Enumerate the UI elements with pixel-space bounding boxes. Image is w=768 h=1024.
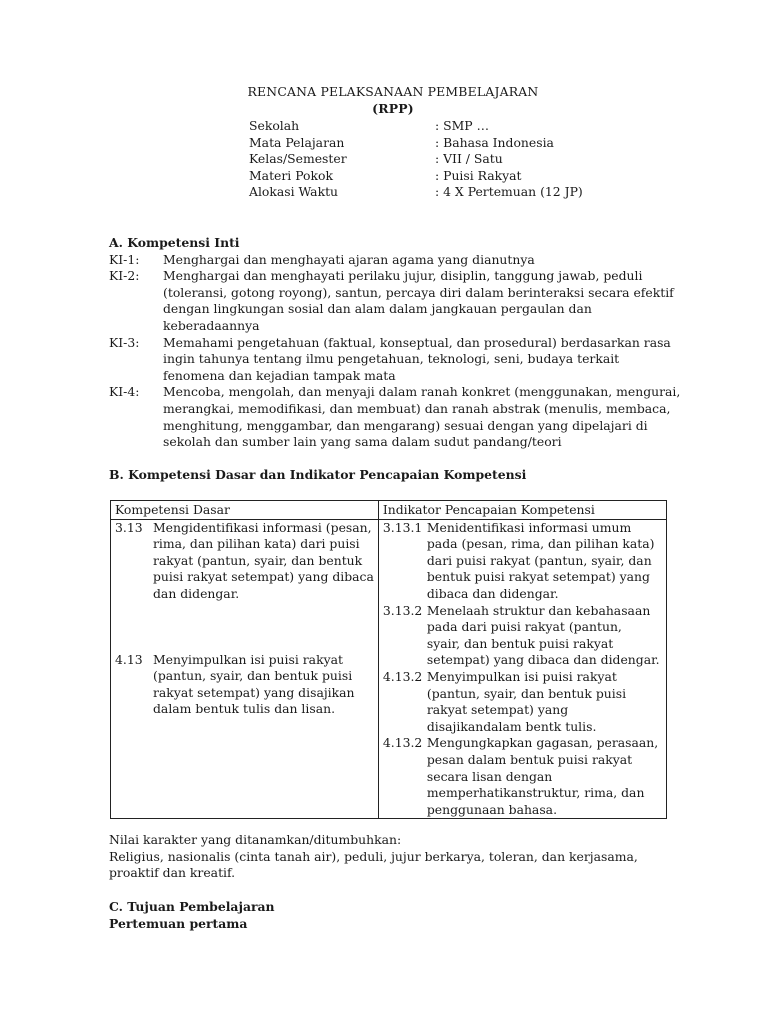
ipk-item xyxy=(383,735,662,818)
ipk-item xyxy=(383,669,662,735)
kd-text-line: dan didengar. xyxy=(153,585,240,601)
kd-ipk-table xyxy=(110,500,667,819)
ipk-text-line: penggunaan bahasa. xyxy=(426,801,558,817)
kd-text-line: (pantun, syair, dan bentuk puisi xyxy=(153,668,353,684)
section-c-heading: C. Tujuan Pembelajaran xyxy=(109,899,275,914)
ki-code: KI-2: xyxy=(109,268,140,284)
section-b-heading: B. Kompetensi Dasar dan Indikator Pencapaian Kompetensi xyxy=(109,467,527,482)
ipk-item xyxy=(383,603,662,669)
ki-item xyxy=(109,335,669,385)
identity-row xyxy=(249,168,669,185)
ipk-number: 4.13.2 xyxy=(382,668,423,684)
ki-text-line: ingin tahunya tentang ilmu pengetahuan, teknologi, seni, budaya terkait xyxy=(163,351,620,367)
ki-code: KI-4: xyxy=(109,384,140,400)
section-a xyxy=(109,235,681,451)
ki-code: KI-1: xyxy=(109,251,140,267)
ki-text-line: sekolah dan sumber lain yang sama dalam sudut pandang/teori xyxy=(163,434,562,450)
ipk-text-line: syair, dan bentuk puisi rakyat xyxy=(426,635,614,651)
karakter-text-line: proaktif dan kreatif. xyxy=(109,865,236,881)
document-subtitle: (RPP) xyxy=(372,101,414,116)
identity-value: : SMP … xyxy=(435,118,489,133)
identity-label: Kelas/Semester xyxy=(249,151,347,167)
ki-item xyxy=(109,268,674,334)
identity-value: : 4 X Pertemuan (12 JP) xyxy=(435,184,583,200)
kd-text-line: Mengidentifikasi informasi (pesan, xyxy=(153,519,372,535)
ipk-text-line: Menelaah struktur dan kebahasaan xyxy=(426,602,651,618)
identity-value: : VII / Satu xyxy=(435,151,503,167)
identity-row xyxy=(249,135,669,152)
identity-value: : Bahasa Indonesia xyxy=(435,134,554,150)
ipk-text-line: pesan dalam bentuk puisi rakyat xyxy=(426,751,633,767)
section-c-subheading: Pertemuan pertama xyxy=(109,915,248,931)
ki-code: KI-3: xyxy=(109,334,140,350)
identity-label: Sekolah xyxy=(249,118,300,133)
kd-text-line: rakyat (pantun, syair, dan bentuk xyxy=(153,552,363,568)
karakter-label: Nilai karakter yang ditanamkan/ditumbuhkan: xyxy=(109,832,402,847)
identity-label: Materi Pokok xyxy=(249,167,333,183)
ipk-text-line: memperhatikanstruktur, rima, dan xyxy=(426,785,645,801)
ipk-text-line: Menidentifikasi informasi umum xyxy=(426,519,632,535)
document-title: RENCANA PELAKSANAAN PEMBELAJARAN xyxy=(247,84,539,99)
kd-cell xyxy=(111,519,379,819)
karakter-text-line: Religius, nasionalis (cinta tanah air), peduli, jujur berkarya, toleran, dan kerjasama, xyxy=(109,848,638,864)
identity-value: : Puisi Rakyat xyxy=(435,167,522,183)
identity-block xyxy=(249,118,669,201)
ki-item xyxy=(109,384,681,450)
ipk-text-line: disajikandalam bentk tulis. xyxy=(426,718,597,734)
identity-row xyxy=(249,184,669,201)
kd-number: 3.13 xyxy=(115,519,143,535)
ipk-text-line: setempat) yang dibaca dan didengar. xyxy=(426,652,660,668)
section-a-heading: A. Kompetensi Inti xyxy=(109,235,240,250)
ipk-text-line: secara lisan dengan xyxy=(426,768,553,784)
ipk-cell xyxy=(378,519,666,819)
ki-text-line: fenomena dan kejadian tampak mata xyxy=(163,367,396,383)
ipk-item xyxy=(383,520,662,603)
ki-text-line: Mencoba, mengolah, dan menyaji dalam ranah konkret (menggunakan, mengurai, xyxy=(163,384,681,400)
table-header-ipk: Indikator Pencapaian Kompetensi xyxy=(378,501,666,520)
kd-text-line: rima, dan pilihan kata) dari puisi xyxy=(153,536,360,552)
ki-text-line: menghitung, menggambar, dan mengarang) sesuai dengan yang dipelajari di xyxy=(163,417,648,433)
table-header-kd: Kompetensi Dasar xyxy=(111,501,379,520)
identity-row xyxy=(249,151,669,168)
ki-item xyxy=(109,252,669,269)
ipk-text-line: Menyimpulkan isi puisi rakyat xyxy=(426,668,617,684)
identity-row xyxy=(249,118,669,135)
ipk-text-line: rakyat setempat) yang xyxy=(426,702,569,718)
ki-text-line: Menghargai dan menghayati ajaran agama yang dianutnya xyxy=(163,251,535,267)
ipk-text-line: pada (pesan, rima, dan pilihan kata) xyxy=(426,536,655,552)
ipk-text-line: (pantun, syair, dan bentuk puisi xyxy=(426,685,627,701)
kd-text-line: rakyat setempat) yang disajikan xyxy=(153,684,355,700)
ki-text-line: merangkai, memodifikasi, dan membuat) dan ranah abstrak (menulis, membaca, xyxy=(163,400,671,416)
identity-label: Mata Pelajaran xyxy=(249,134,345,150)
karakter-block xyxy=(109,832,669,882)
ipk-text-line: dibaca dan didengar. xyxy=(426,585,559,601)
ki-text-line: dengan lingkungan sosial dan alam dalam jangkauan pergaulan dan xyxy=(163,301,592,317)
ipk-text-line: bentuk puisi rakyat setempat) yang xyxy=(426,569,650,585)
kd-item xyxy=(115,520,374,603)
ipk-text-line: pada dari puisi rakyat (pantun, xyxy=(426,619,622,635)
ki-text-line: Memahami pengetahuan (faktual, konseptual, dan prosedural) berdasarkan rasa xyxy=(163,334,671,350)
table-header-row xyxy=(111,501,667,520)
ipk-number: 3.13.1 xyxy=(382,519,423,535)
ipk-text-line: dari puisi rakyat (pantun, syair, dan xyxy=(426,552,652,568)
ki-text-line: (toleransi, gotong royong), santun, percaya diri dalam berinteraksi secara efektif xyxy=(163,284,674,300)
kd-text-line: dalam bentuk tulis dan lisan. xyxy=(153,701,336,717)
ipk-number: 3.13.2 xyxy=(382,602,423,618)
section-c xyxy=(109,899,669,932)
kd-text-line: puisi rakyat setempat) yang dibaca xyxy=(153,569,374,585)
ipk-text-line: Mengungkapkan gagasan, perasaan, xyxy=(426,735,659,751)
kd-item xyxy=(115,652,374,718)
kd-number: 4.13 xyxy=(115,651,143,667)
ipk-number: 4.13.2 xyxy=(382,735,423,751)
ki-text-line: Menghargai dan menghayati perilaku jujur, disiplin, tanggung jawab, peduli xyxy=(163,268,643,284)
kd-text-line: Menyimpulkan isi puisi rakyat xyxy=(153,651,343,667)
table-row xyxy=(111,519,667,819)
identity-label: Alokasi Waktu xyxy=(249,184,339,200)
ki-text-line: keberadaannya xyxy=(163,317,260,333)
